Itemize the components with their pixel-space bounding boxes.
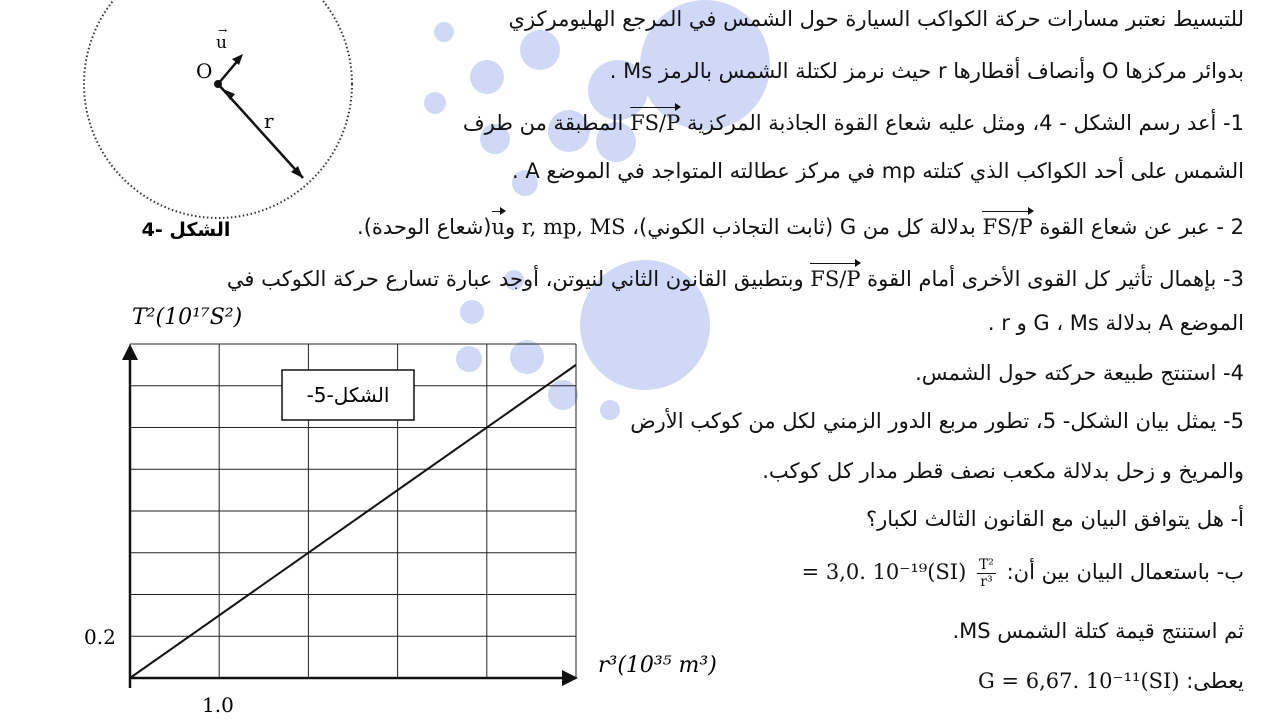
y-tick-label: 0.2 bbox=[84, 625, 116, 649]
vector-FSP: FS/P bbox=[630, 104, 680, 138]
text-line-4: الشمس على أحد الكواكب الذي كتلته mp في مركز عطالته المتواجد في الموضع A . bbox=[511, 159, 1244, 183]
fraction-T2-r3: $\frac{\text{T²}}{\text{r³}}$ bbox=[978, 556, 994, 590]
u-arrowhead bbox=[232, 54, 243, 65]
x-axis-label: r³(10³⁵ m³) bbox=[598, 653, 717, 678]
text-line-2: بدوائر مركزها O وأنصاف أقطارها r حيث نرمز لكتلة الشمس بالرمز Ms . bbox=[609, 59, 1244, 83]
figure-5-chart bbox=[0, 290, 780, 720]
variables: r, mp, MS bbox=[521, 215, 626, 239]
text-line-10: والمريخ و زحل بدلالة مكعب نصف قطر مدار كل كوكب. bbox=[762, 459, 1244, 483]
text-line-6: 3- بإهمال تأثير كل القوى الأخرى أمام القوة FS/P وبتطبيق القانون الثاني لنيوتن، أوجد عبارة تسارع حركة الكوكب في bbox=[227, 260, 1244, 294]
x-tick-label: 1.0 bbox=[202, 693, 234, 717]
unit-vector-u: u bbox=[492, 208, 506, 242]
text-line-11: أ- هل يتوافق البيان مع القانون الثالث لكبار؟ bbox=[865, 507, 1244, 531]
text-line-5: 2 - عبر عن شعاع القوة FS/P بدلالة كل من G (ثابت التجاذب الكوني)، r, mp, MS وu(شعاع الوحدة). bbox=[357, 208, 1244, 242]
text-line-7: الموضع A بدلالة G ، Ms و r . bbox=[987, 311, 1244, 335]
G-value: G = 6,67. 10⁻¹¹(SI) bbox=[977, 669, 1180, 693]
text-line-12: ب- باستعمال البيان بين أن: $\frac{\text{T²}}{\text{r³}}$ = 3,0. 10⁻¹⁹(SI) bbox=[801, 556, 1244, 590]
vector-FSP: FS/P bbox=[982, 208, 1032, 242]
text-line-13: ثم استنتج قيمة كتلة الشمس MS. bbox=[952, 619, 1244, 643]
figure-5-caption: الشكل-5- bbox=[306, 383, 390, 407]
text-line-14: يعطى: G = 6,67. 10⁻¹¹(SI) bbox=[977, 669, 1244, 693]
text-line-8: 4- استنتج طبيعة حركته حول الشمس. bbox=[915, 361, 1244, 385]
label-u: u bbox=[216, 33, 227, 53]
y-axis-arrow bbox=[122, 344, 138, 360]
label-O: O bbox=[196, 59, 213, 83]
y-axis-label: T²(10¹⁷S²) bbox=[132, 305, 243, 330]
text-line-3: 1- أعد رسم الشكل - 4، ومثل عليه شعاع القوة الجاذبة المركزية FS/P المطبقة من طرف bbox=[463, 104, 1244, 138]
figure-4-caption: الشكل -4 bbox=[141, 219, 231, 241]
ratio-value: = 3,0. 10⁻¹⁹(SI) bbox=[801, 560, 967, 584]
figure-4 bbox=[60, 0, 360, 250]
label-r: r bbox=[264, 109, 274, 133]
u-arrow-mark: → bbox=[218, 24, 228, 37]
text-line-1: للتبسيط نعتبر مسارات حركة الكواكب السيارة حول الشمس في المرجع الهليومركزي bbox=[508, 7, 1244, 31]
text-line-9: 5- يمثل بيان الشكل- 5، تطور مربع الدور الزمني لكل من كوكب الأرض bbox=[630, 409, 1244, 433]
vector-FSP: FS/P bbox=[810, 260, 860, 294]
